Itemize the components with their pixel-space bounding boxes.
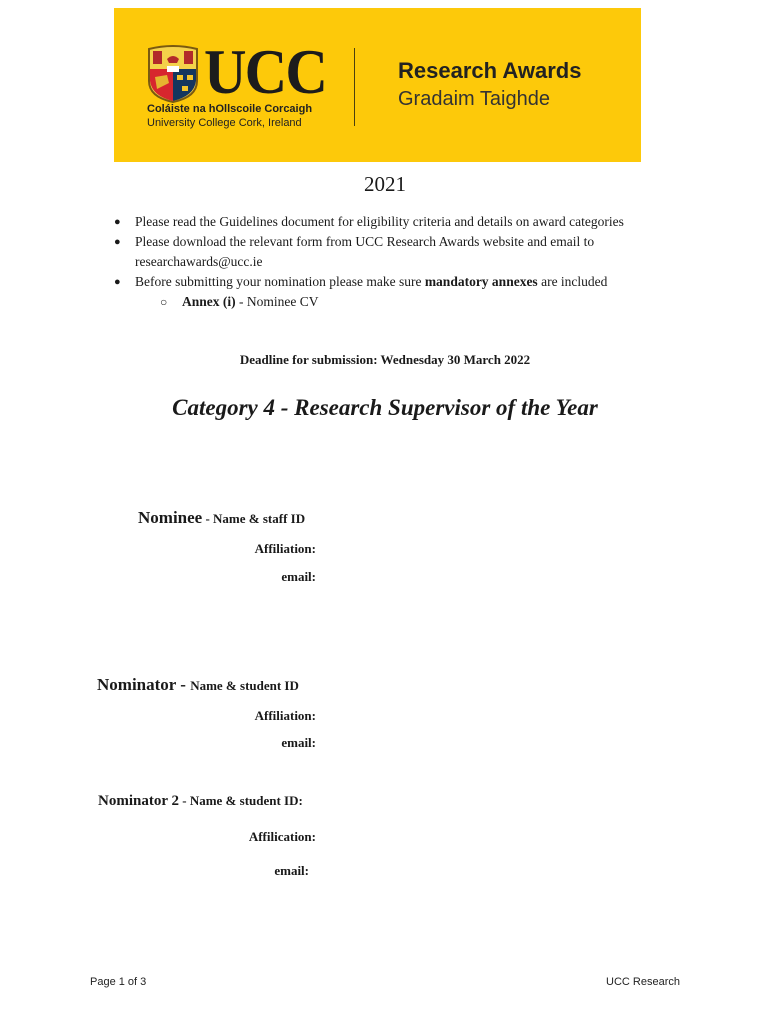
page-number: Page 1 of 3 [90, 976, 147, 988]
instruction-item: ● Please read the Guidelines document for eligibility criteria and details on award categories [112, 212, 672, 232]
nominator2-email-label: email: [274, 863, 309, 878]
nominator-name-student-id-label: Name & student ID [190, 678, 299, 693]
annex-item [112, 292, 672, 312]
nominator-email-label: email: [281, 735, 316, 750]
instructions-list [112, 212, 672, 312]
bullet-icon: ● [114, 276, 121, 288]
annex-description: - Nominee CV [235, 294, 319, 309]
instruction-item: ● Please download the relevant form from UCC Research Awards website and email to researchawards@ucc.ie [114, 234, 595, 269]
hollow-bullet-icon: ○ [160, 295, 168, 309]
nominator2-affiliation-label: Affilication: [248, 829, 316, 844]
deadline-text: Deadline for submission: Wednesday 30 March 2022 [239, 352, 531, 367]
nominator2-name-student-id-label: - Name & student ID: [178, 793, 303, 808]
category-title: Category 4 - Research Supervisor of the Year [172, 395, 598, 420]
nominee-label: Nominee - Name & staff ID [138, 508, 306, 527]
annex-label: Annex (i) [182, 294, 236, 309]
bullet-icon: ● [114, 236, 121, 248]
ucc-crest-icon [147, 45, 199, 103]
footer-org: UCC Research [606, 976, 680, 988]
english-university-name: University College Cork, Ireland [147, 117, 302, 129]
nominee-affiliation-label: Affiliation: [254, 541, 316, 556]
nominator-label: Nominator - Name & student ID [97, 675, 299, 694]
bullet-icon: ● [114, 216, 121, 228]
awards-title: Research Awards [398, 58, 582, 83]
ucc-logo-wordmark: UCC [204, 36, 327, 107]
irish-university-name: Coláiste na hOllscoile Corcaigh [147, 103, 313, 115]
year-heading: 2021 [364, 172, 406, 196]
awards-subtitle: Gradaim Taighde [398, 88, 550, 110]
nominee-email-label: email: [281, 569, 316, 584]
ucc-research-awards-banner [114, 8, 641, 162]
nominator2-label: Nominator 2 - Name & student ID: [98, 793, 303, 809]
instruction-item: ● Before submitting your nomination please make sure mandatory annexes are included [112, 272, 672, 292]
banner-divider [354, 48, 355, 126]
mandatory-annexes-emphasis: mandatory annexes [424, 274, 538, 289]
nominee-name-staff-id-label: - Name & staff ID [202, 511, 306, 526]
nominator-affiliation-label: Affiliation: [254, 708, 316, 723]
